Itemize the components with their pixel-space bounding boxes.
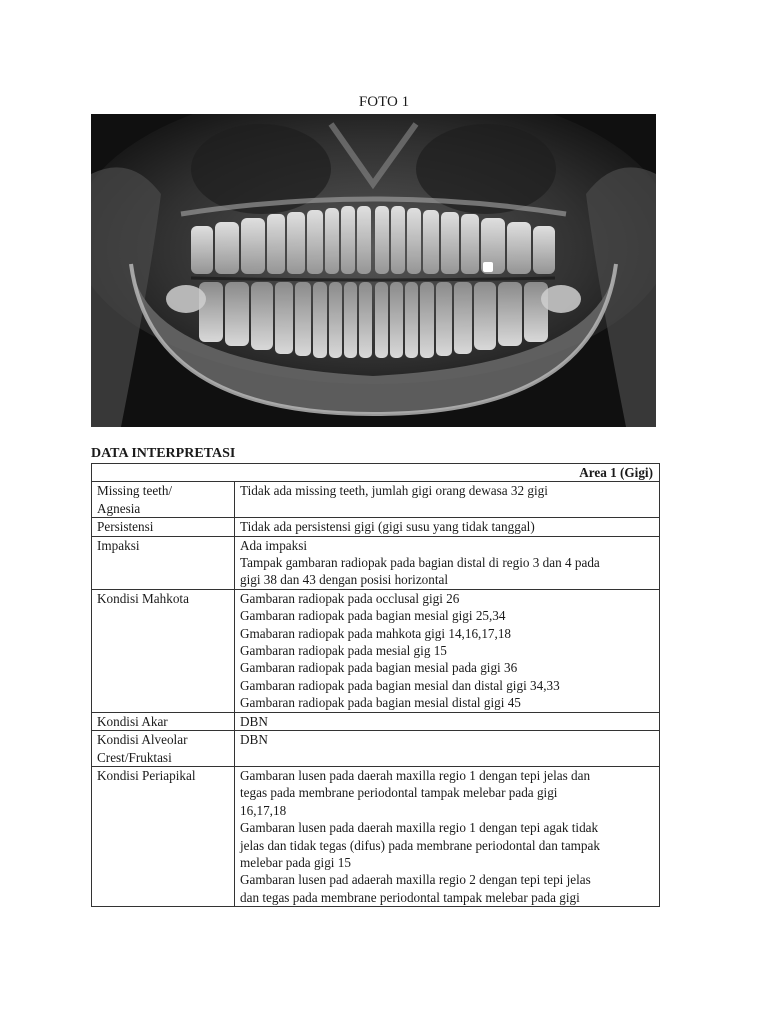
row-value-line: Gambaran lusen pada daerah maxilla regio 1 dengan tepi jelas dan xyxy=(240,767,591,783)
row-label-cell xyxy=(92,589,235,712)
photo-title: FOTO 1 xyxy=(358,94,410,110)
row-value-line: gigi 38 dan 43 dengan posisi horizontal xyxy=(240,572,449,588)
row-label-line: Kondisi Akar xyxy=(97,713,168,729)
table-row xyxy=(92,518,660,536)
row-value-line: 16,17,18 xyxy=(240,802,287,818)
row-label-line: Kondisi Periapikal xyxy=(97,767,196,783)
row-value-line: Gambaran lusen pada daerah maxilla regio 1 dengan tepi agak tidak xyxy=(240,820,599,836)
row-label-cell xyxy=(92,518,235,536)
row-value-line: melebar pada gigi 15 xyxy=(240,854,351,870)
row-value-line: Gmabaran radiopak pada mahkota gigi 14,16,17,18 xyxy=(240,625,512,641)
xray-graphic xyxy=(91,114,656,427)
table-header-row xyxy=(92,464,660,482)
row-value-line: dan tegas pada membrane periodontal tampak melebar pada gigi xyxy=(240,889,580,905)
table-row xyxy=(92,482,660,518)
row-value-line: DBN xyxy=(240,713,268,729)
row-value-cell xyxy=(235,589,660,712)
row-value-line: Gambaran radiopak pada bagian mesial gigi 25,34 xyxy=(240,608,506,624)
table-row xyxy=(92,731,660,767)
row-label-cell xyxy=(92,766,235,906)
row-value-line: Gambaran radiopak pada bagian mesial dan distal gigi 34,33 xyxy=(240,677,560,693)
row-value-line: Gambaran radiopak pada bagian mesial pada gigi 36 xyxy=(240,660,518,676)
table-row xyxy=(92,589,660,712)
row-label-line: Persistensi xyxy=(97,519,154,535)
row-value-cell xyxy=(235,536,660,589)
row-value-line: Gambaran radiopak pada occlusal gigi 26 xyxy=(240,590,460,606)
row-value-cell xyxy=(235,731,660,767)
row-value-cell xyxy=(235,766,660,906)
interpretation-table xyxy=(91,463,660,907)
row-label-line: Missing teeth/ xyxy=(97,483,173,499)
section-title: DATA INTERPRETASI xyxy=(91,446,236,461)
row-value-line: Ada impaksi xyxy=(240,537,308,553)
row-value-cell xyxy=(235,712,660,730)
panoramic-xray-image xyxy=(91,114,656,427)
row-label-line: Crest/Fruktasi xyxy=(97,749,172,765)
row-value-line: Gambaran lusen pad adaerah maxilla regio 2 dengan tepi tepi jelas xyxy=(240,872,591,888)
row-value-line: Tidak ada persistensi gigi (gigi susu yang tidak tanggal) xyxy=(240,519,535,535)
row-value-cell xyxy=(235,518,660,536)
row-label-line: Agnesia xyxy=(97,500,141,516)
row-label-line: Kondisi Mahkota xyxy=(97,590,189,606)
row-value-cell xyxy=(235,482,660,518)
row-label-cell xyxy=(92,731,235,767)
row-value-line: tegas pada membrane periodontal tampak melebar pada gigi xyxy=(240,785,558,801)
row-label-cell xyxy=(92,482,235,518)
row-value-line: Gambaran radiopak pada mesial gig 15 xyxy=(240,643,447,659)
row-value-line: Tampak gambaran radiopak pada bagian distal di regio 3 dan 4 pada xyxy=(240,555,600,571)
table-row xyxy=(92,712,660,730)
row-value-line: DBN xyxy=(240,732,268,748)
row-label-line: Kondisi Alveolar xyxy=(97,732,188,748)
area-header: Area 1 (Gigi) xyxy=(92,464,660,482)
row-label-cell xyxy=(92,712,235,730)
row-value-line: Tidak ada missing teeth, jumlah gigi orang dewasa 32 gigi xyxy=(240,483,548,499)
row-label-cell xyxy=(92,536,235,589)
row-label-line: Impaksi xyxy=(97,537,140,553)
row-value-line: jelas dan tidak tegas (difus) pada membrane periodontal dan tampak xyxy=(240,837,600,853)
table-row xyxy=(92,766,660,906)
row-value-line: Gambaran radiopak pada bagian mesial distal gigi 45 xyxy=(240,695,521,711)
table-row xyxy=(92,536,660,589)
